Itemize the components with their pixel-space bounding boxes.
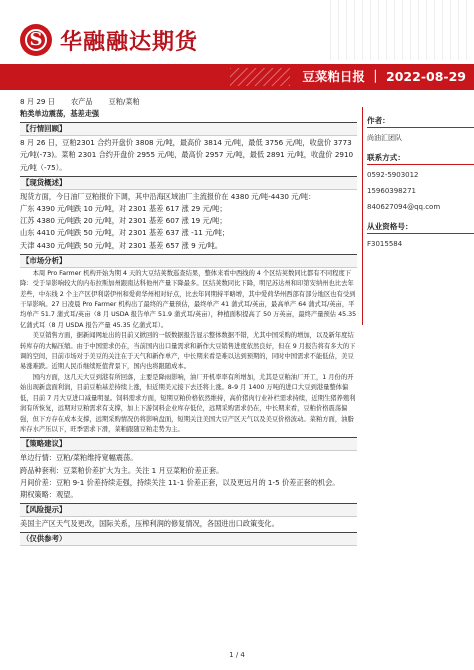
report-date: 8 月 29 日 <box>20 97 55 106</box>
page-number: 1 / 4 <box>229 651 245 659</box>
strategy-item: 月间价差：豆粕 9-1 价差持续走强，持续关注 11-1 价差正套，以及更远月的 1-5 价差正套的机会。 <box>20 477 340 487</box>
email[interactable]: 840627094@qq.com <box>367 203 441 211</box>
author-team: 尚油汇团队 <box>367 134 402 142</box>
report-product: 豆粕/菜粕 <box>108 97 140 106</box>
contact-label: 联系方式： <box>367 152 474 165</box>
section-title-analysis: 【市场分析】 <box>20 254 357 268</box>
section-title-disclaimer: （仅供参考） <box>20 532 357 546</box>
spot-line: 广东 4390 元/吨跌 10 元/吨，对 2301 基差 617 涨 29 元/吨； <box>20 204 227 214</box>
section-title-spot: 【现货概述】 <box>20 176 357 190</box>
section-title-review: 【行情回顾】 <box>20 122 357 136</box>
risk-text: 美国主产区天气及更改，国际关系，压榨利润的修复情况，各国进出口政策变化。 <box>20 519 279 529</box>
report-title: 豆菜粕日报 ｜ 2022-08-29 <box>302 69 466 84</box>
spot-intro: 现货方面，今日油厂豆粕报价下调，其中沿海区域油厂主流报价在 4380 元/吨-4430 元/吨： <box>20 191 316 201</box>
spot-line: 山东 4410 元/吨跌 50 元/吨，对 2301 基差 637 涨 -11 元/吨； <box>20 228 230 238</box>
strategy-item: 跨品种套利：豆菜粕价差扩大为主。关注 1 月豆菜粕价差正套。 <box>20 465 224 475</box>
strategy-item: 单边行情：豆粕/菜粕维持宽幅震荡。 <box>20 453 138 463</box>
analysis-paragraph: 美豆销售方面，据新闻网址出的目前又掀回的一版数据报告显示整体数据不错，尤其中国采购的增加，以及新年度结转库存的大幅压缩。由于中国需求仍在，当前国内出口量需求和新作大豆销售进度依然良好，但在 9 月报告将有多大的下调的空间，目前市场对于美豆的关注在于天气和新作单产，中长期来看是难以达到预期的，同时中国需求不能低估，美豆易涨难跌。近期人民币继续贬值背景下，国内也将跟随成本。 <box>20 332 356 371</box>
review-text: 8 月 26 日，豆粕2301 合约开盘价 3808 元/吨，最高价 3814 元/吨，最低 3756 元/吨，收盘价 3773 元/吨(-73)。菜粕 2301 合约开盘价 2955 元/吨，最高价 2957 元/吨，最低 2891 元/吨，收盘价 2910 元/吨（-75）。 <box>20 138 354 172</box>
logo-icon: S <box>20 24 52 56</box>
license-label: 从业资格号： <box>367 221 474 234</box>
analysis-paragraph: 国内方面，这几天大豆到港有所回落，主要是降雨影响，油厂开机率率有所增加，尤其是豆粕油厂开工，1 月份的开始出现新盘面利润，目前豆粕基差持续上涨，但近期美元接下去还将上涨。8-9 月 1400 万吨的进口大豆到港量整体偏低，目前 7 月大豆进口减量明显。饲料需求方面，短期豆粕价格依然维持，高价猪肉行业补栏需求持续，近期生猪养殖利润有所恢复，远期对豆粕需求有支撑，加上下游饲料企业库存低位，远期采购需求仍在，中长期来看，豆粕价格震荡偏强，但下方存在成本支撑，远期采购情况仍将影响盘面，短期关注美国大豆产区天气以及美豆价格波动。菜粕方面，油脂库存水产压以下，旺季需求下滑，菜粕跟随豆粕走势为主。 <box>20 373 356 433</box>
title-banner <box>0 64 474 90</box>
author-sidebar <box>362 107 474 325</box>
banner-pattern <box>230 68 290 86</box>
spot-line: 天津 4430 元/吨跌 50 元/吨，对 2301 基差 657 涨 9 元/吨。 <box>20 240 222 250</box>
strategy-item: 期权策略：观望。 <box>20 489 78 499</box>
phone-2: 15960398271 <box>367 187 416 195</box>
section-title-strategy: 【策略建议】 <box>20 437 357 451</box>
report-category: 农产品 <box>70 97 93 106</box>
company-name: 华融融达期货 <box>60 29 199 55</box>
header-decoration <box>330 0 474 60</box>
company-logo <box>20 22 198 58</box>
analysis-paragraph: 本周 Pro Farmer 机构开始为期 4 天的大豆结荚数巡查结果，整体来看中西线的 4 个区结荚数同比都有不同程度下降：受于旱影响较大的内布拉斯加州跟南达科他州产量下降最多。区结荚数同比下降，明尼苏达州和印第安纳州也比去年差些，中东线 2 个主产区伊利诺伊州和爱荷华州相对好点，比去年同期持平略增，其中爱荷华州西部有部分地区也有受到干旱影响。27 日凌晨 Pro Farmer 机构出了最终的产量预估，最终单产 41 蒲式耳/英亩，最高单产 64 蒲式耳/英亩，平均单产 51.7 蒲式耳/英亩（8 月 USDA 报告单产 51.9 蒲式耳/英亩），种植面积提高了 50 万英亩，最终产量预估 45.35 亿蒲式耳（8 月 USDA 报告产量 45.35 亿蒲式耳）。 <box>20 269 357 329</box>
spot-line: 江苏 4380 元/吨跌 20 元/吨，对 2301 基差 607 涨 19 元/吨； <box>20 216 227 226</box>
phone-1: 0592-5903012 <box>367 171 419 179</box>
license-number: F3015584 <box>367 240 403 248</box>
report-body <box>20 96 357 547</box>
headline: 粕类单边震荡，基差走强 <box>20 109 100 118</box>
author-label: 作者： <box>367 115 474 128</box>
report-meta <box>20 96 357 108</box>
section-title-risk: 【风险提示】 <box>20 503 357 517</box>
